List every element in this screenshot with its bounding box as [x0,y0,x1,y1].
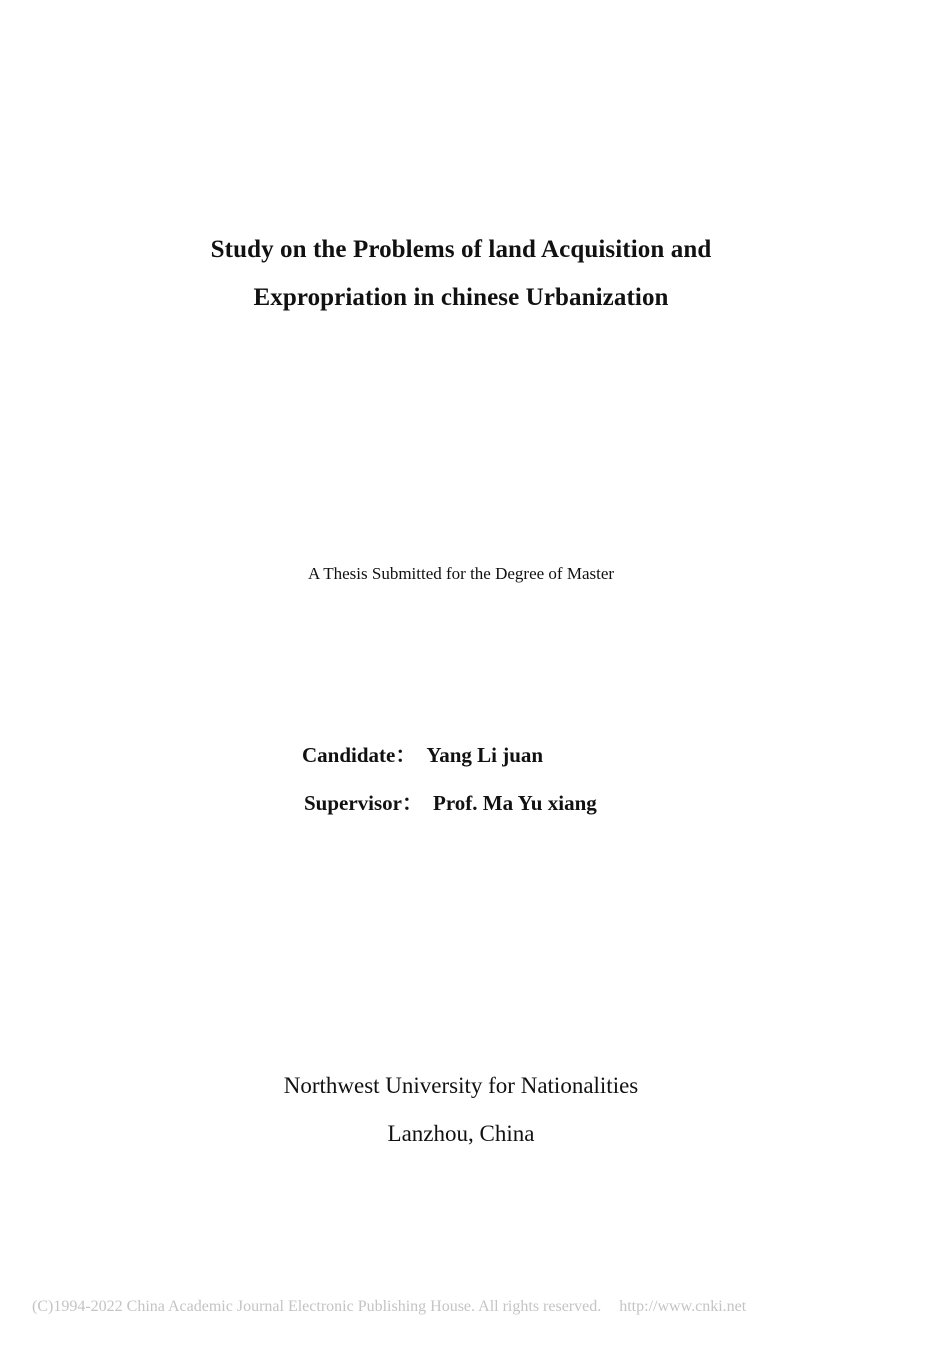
supervisor-line [304,787,597,817]
supervisor-label: Supervisor： [304,791,424,815]
cnki-url: http://www.cnki.net [619,1298,747,1315]
thesis-title-line-1: Study on the Problems of land Acquisition and [210,236,712,263]
supervisor-name: Prof. Ma Yu xiang [433,791,597,815]
degree-statement: A Thesis Submitted for the Degree of Master [307,564,615,583]
candidate-label: Candidate： [302,743,417,767]
university-name: Northwest University for Nationalities [283,1073,639,1098]
candidate-name: Yang Li juan [426,743,544,767]
thesis-title-line-2: Expropriation in chinese Urbanization [253,284,669,311]
copyright-footer [32,1298,746,1316]
candidate-line [302,739,543,769]
copyright-text: (C)1994-2022 China Academic Journal Electronic Publishing House. All rights reserved. [32,1298,602,1315]
university-city: Lanzhou, China [387,1121,535,1146]
